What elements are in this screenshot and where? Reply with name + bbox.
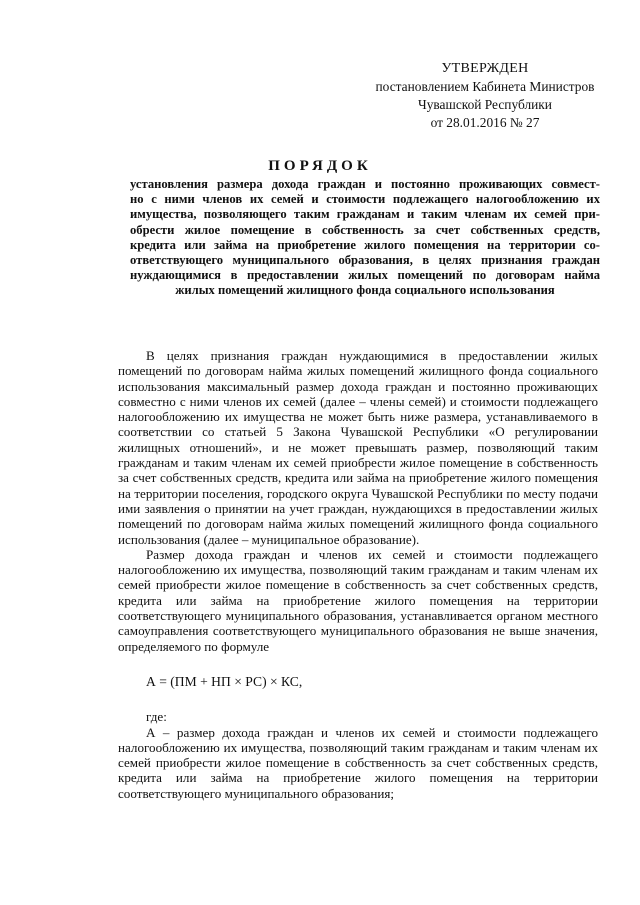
subtitle-line: обрести жилое помещение в собственность за счет собственных средств,: [130, 222, 600, 237]
formula-where: где:: [146, 709, 167, 725]
paragraph-definition-a: А – размер дохода граждан и членов их семей и стоимости подлежащего налогообложению их имущества, позволяющий таким гражданам и таким членам их семей приобрести жилое помещение в собственность за счет собственных средств, кредита или займа на приобретение жилого помещения на территории соответствующего муниципального образования;: [118, 724, 598, 801]
subtitle-line: нуждающимися в предоставлении жилых помещений по договорам найма: [130, 268, 600, 283]
subtitle-line: ответствующего муниципального образования, в целях признания граждан: [130, 253, 600, 268]
subtitle-line: жилых помещений жилищного фонда социального использования: [175, 283, 555, 298]
approval-line-1: постановлением Кабинета Министров: [375, 79, 595, 94]
document-subtitle: [130, 177, 600, 299]
document-title: ПОРЯДОК: [268, 158, 372, 174]
approval-line-2: Чувашской Республики: [418, 97, 552, 112]
paragraph-income-size: Размер дохода граждан и членов их семей и стоимости подлежащего налогообложению их имущества, позволяющий таким гражданам и таким членам их семей приобрести жилое помещение в собственность за счет собственных средств, кредита или займа на приобретение жилого помещения на территории соответствующего муниципального образования, устанавливается органом местного самоуправления соответствующего муниципального образования не выше значения, определяемого по формуле: [118, 546, 598, 654]
approval-heading: УТВЕРЖДЕН: [441, 61, 529, 76]
subtitle-line: кредита или займа на приобретение жилого помещения на территории со-: [130, 237, 600, 252]
subtitle-line: но с ними членов их семей и стоимости подлежащего налогообложению их: [130, 192, 600, 207]
paragraph-purpose: В целях признания граждан нуждающимися в предоставлении жилых помещений по договорам найма жилых помещений жилищного фонда социального использования максимальный размер дохода граждан и постоянно проживающих совместно с ними членов их семей (далее – члены семей) и стоимости подлежащего налогообложению их имущества не может быть ниже размера, устанавливаемого в соответствии со статьей 5 Закона Чувашской Республики «О регулировании жилищных отношений», и не может превышать размер, позволяющий таким гражданам и таким членам их семей приобрести жилое помещение в собственность за счет собственных средств, кредита или займа на приобретение жилого помещения на территории поселения, городского округа Чувашской Республики по месту подачи ими заявления о принятии на учет граждан, нуждающихся в предоставлении жилых помещений по договорам найма жилых помещений жилищного фонда социального использования (далее – муниципальное образование).: [118, 348, 598, 547]
subtitle-line: установления размера дохода граждан и постоянно проживающих совмест-: [130, 177, 600, 191]
document-body: [118, 348, 598, 801]
subtitle-line: имущества, позволяющего таким гражданам и таким членам их семей при-: [130, 207, 600, 222]
formula: А = (ПМ + НП × РС) × КС,: [146, 673, 303, 689]
approval-stamp: [360, 60, 610, 132]
approval-line-3: от 28.01.2016 № 27: [430, 115, 540, 130]
